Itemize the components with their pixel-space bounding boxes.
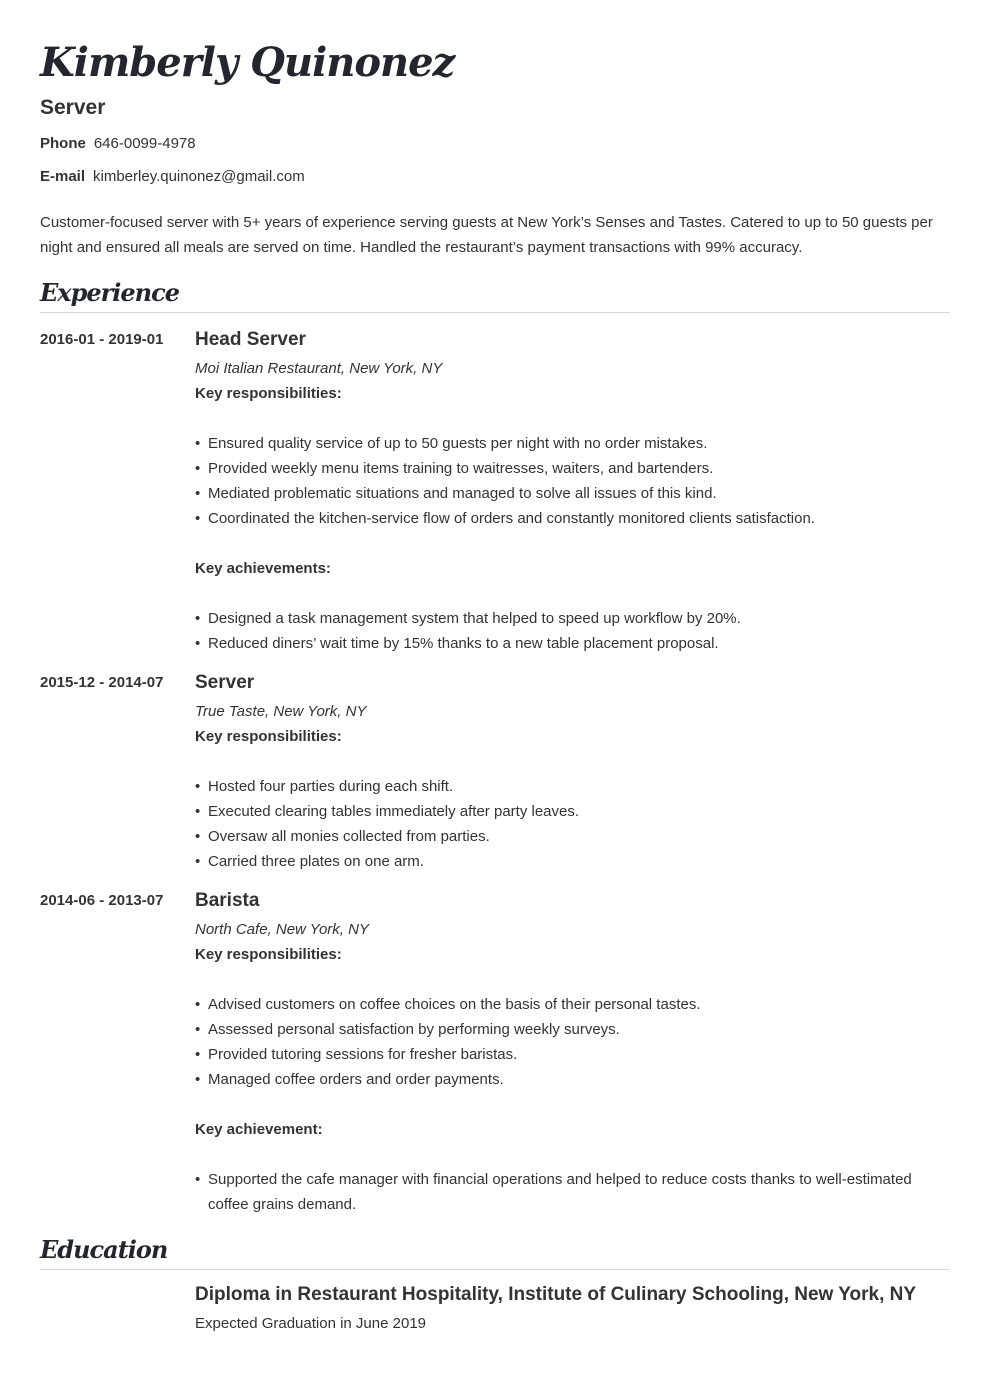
experience-heading: Experience	[40, 274, 950, 313]
job-details	[195, 888, 950, 1217]
responsibilities-list	[195, 992, 950, 1092]
responsibilities-label: Key responsibilities:	[195, 946, 342, 963]
job-company: North Cafe, New York, NY	[195, 921, 369, 938]
list-item: • Executed clearing tables immediately after party leaves.	[195, 799, 950, 824]
list-item: • Reduced diners’ wait time by 15% thanks to a new table placement proposal.	[195, 631, 950, 656]
job-title: Head Server	[195, 329, 306, 350]
education-details	[195, 1282, 950, 1336]
job-details	[195, 327, 950, 656]
job-title: Barista	[195, 890, 260, 911]
list-item: • Carried three plates on one arm.	[195, 849, 950, 874]
candidate-name: Kimberly Quinonez	[40, 39, 455, 86]
email-label: E-mail	[40, 168, 86, 185]
email-row	[40, 167, 950, 187]
education-entry	[40, 1282, 950, 1336]
list-item: • Coordinated the kitchen-service flow of orders and constantly monitored clients satisfaction.	[195, 506, 950, 531]
degree-title: Diploma in Restaurant Hospitality, Institute of Culinary Schooling, New York, NY	[195, 1284, 917, 1305]
responsibilities-label: Key responsibilities:	[195, 728, 342, 745]
achievements-label: Key achievement:	[195, 1121, 323, 1138]
graduation-note: Expected Graduation in June 2019	[195, 1315, 426, 1332]
list-item: • Advised customers on coffee choices on the basis of their personal tastes.	[195, 992, 950, 1017]
job-entry	[40, 327, 950, 656]
list-item: • Oversaw all monies collected from parties.	[195, 824, 950, 849]
list-item: • Mediated problematic situations and managed to solve all issues of this kind.	[195, 481, 950, 506]
list-item: • Designed a task management system that helped to speed up workflow by 20%.	[195, 606, 950, 631]
list-item: • Supported the cafe manager with financial operations and helped to reduce costs thanks to well-estimated coffee grains demand.	[195, 1167, 950, 1217]
phone-label: Phone	[40, 135, 86, 152]
job-entry	[40, 888, 950, 1217]
job-company: True Taste, New York, NY	[195, 703, 367, 720]
list-item: • Hosted four parties during each shift.	[195, 774, 950, 799]
job-entry	[40, 670, 950, 874]
job-dates: 2015-12 - 2014-07	[40, 674, 164, 691]
list-item: • Provided weekly menu items training to waitresses, waiters, and bartenders.	[195, 456, 950, 481]
responsibilities-list	[195, 431, 950, 531]
list-item: • Assessed personal satisfaction by performing weekly surveys.	[195, 1017, 950, 1042]
job-role: Server	[40, 96, 106, 119]
list-item: • Ensured quality service of up to 50 guests per night with no order mistakes.	[195, 431, 950, 456]
responsibilities-label: Key responsibilities:	[195, 385, 342, 402]
responsibilities-list	[195, 774, 950, 874]
achievements-list	[195, 606, 950, 656]
list-item: • Managed coffee orders and order payments.	[195, 1067, 950, 1092]
list-item: • Provided tutoring sessions for fresher baristas.	[195, 1042, 950, 1067]
achievements-list	[195, 1167, 950, 1217]
job-title: Server	[195, 672, 255, 693]
job-dates: 2016-01 - 2019-01	[40, 331, 164, 348]
education-heading: Education	[40, 1231, 950, 1270]
profile-summary: Customer-focused server with 5+ years of experience serving guests at New York’s Senses and Tastes. Catered to up to 50 guests per night and ensured all meals are served on time. Handled the restaurant’s payment transactions with 99% accuracy.	[40, 214, 933, 256]
job-company: Moi Italian Restaurant, New York, NY	[195, 360, 443, 377]
achievements-label: Key achievements:	[195, 560, 331, 577]
email-value: kimberley.quinonez@gmail.com	[93, 168, 305, 185]
job-dates: 2014-06 - 2013-07	[40, 892, 164, 909]
job-details	[195, 670, 950, 874]
phone-value: 646-0099-4978	[93, 135, 196, 152]
phone-row	[40, 134, 950, 154]
